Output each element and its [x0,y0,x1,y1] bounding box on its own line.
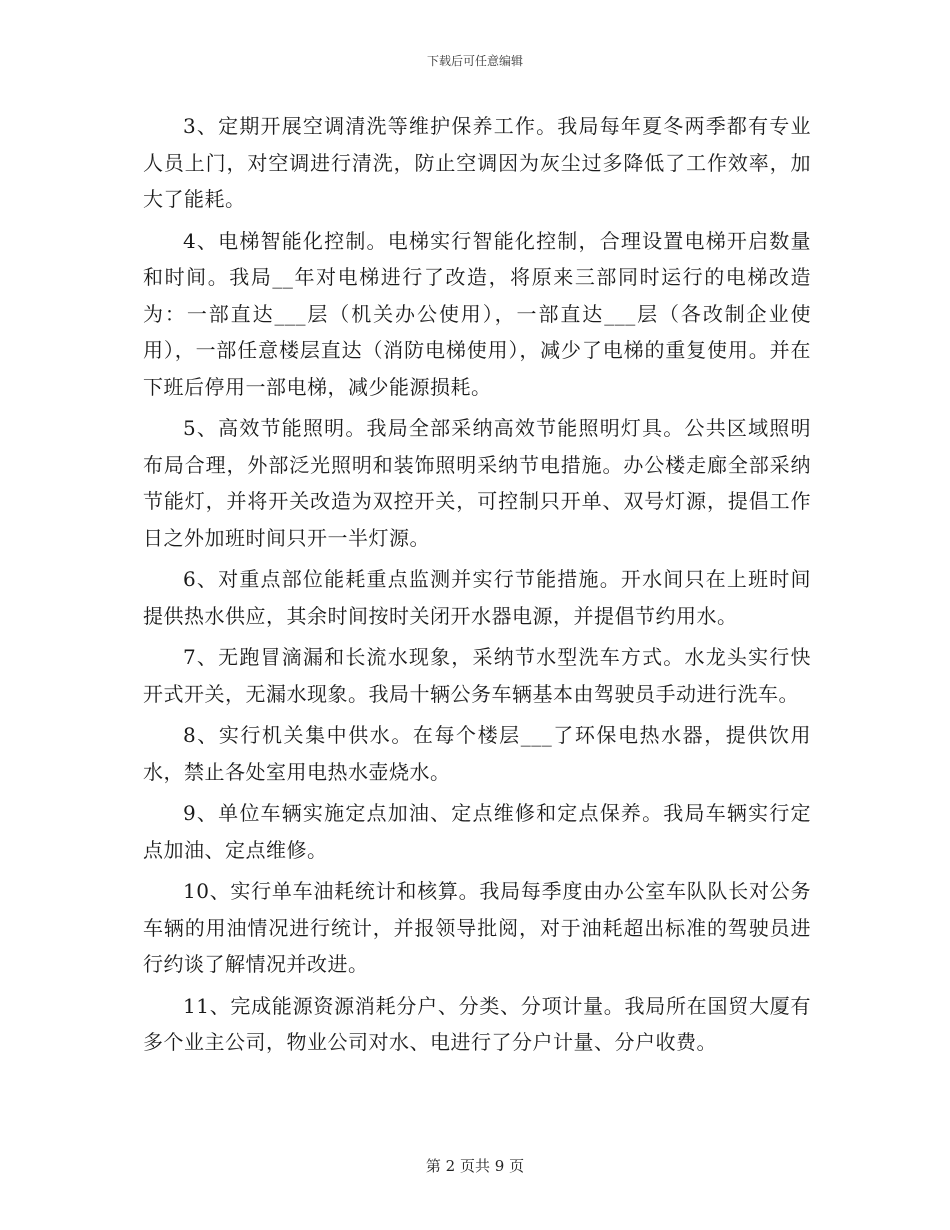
document-body [143,108,811,1066]
paragraph-item-11: 11、完成能源资源消耗分户、分类、分项计量。我局所在国贸大厦有多个业主公司，物业公司对水、电进行了分户计量、分户收费。 [143,993,811,1054]
paragraph-item-10: 10、实行单车油耗统计和核算。我局每季度由办公室车队队长对公务车辆的用油情况进行统计，并报领导批阅，对于油耗超出标准的驾驶员进行约谈了解情况并改进。 [143,879,811,976]
paragraph-item-9: 9、单位车辆实施定点加油、定点维修和定点保养。我局车辆实行定点加油、定点维修。 [143,801,811,862]
paragraph-item-4: 4、电梯智能化控制。电梯实行智能化控制，合理设置电梯开启数量和时间。我局__年对电梯进行了改造，将原来三部同时运行的电梯改造为：一部直达___层（机关办公使用），一部直达___层（各改制企业使用），一部任意楼层直达（消防电梯使用），减少了电梯的重复使用。并在下班后停用一部电梯，减少能源损耗。 [143,228,811,399]
paragraph-item-8: 8、实行机关集中供水。在每个楼层___了环保电热水器，提供饮用水，禁止各处室用电热水壶烧水。 [143,723,811,784]
page-header: 下载后可任意编辑 [426,54,523,68]
paragraph-item-7: 7、无跑冒滴漏和长流水现象，采纳节水型洗车方式。水龙头实行快开式开关，无漏水现象。我局十辆公务车辆基本由驾驶员手动进行洗车。 [143,645,811,706]
paragraph-item-5: 5、高效节能照明。我局全部采纳高效节能照明灯具。公共区域照明布局合理，外部泛光照明和装饰照明采纳节电措施。办公楼走廊全部采纳节能灯，并将开关改造为双控开关，可控制只开单、双号灯源，提倡工作日之外加班时间只开一半灯源。 [143,416,811,550]
page-number-footer: 第 2 页共 9 页 [425,1157,525,1175]
paragraph-item-6: 6、对重点部位能耗重点监测并实行节能措施。开水间只在上班时间提供热水供应，其余时间按时关闭开水器电源，并提倡节约用水。 [143,567,811,628]
paragraph-item-3: 3、定期开展空调清洗等维护保养工作。我局每年夏冬两季都有专业人员上门，对空调进行清洗，防止空调因为灰尘过多降低了工作效率，加大了能耗。 [143,114,811,211]
